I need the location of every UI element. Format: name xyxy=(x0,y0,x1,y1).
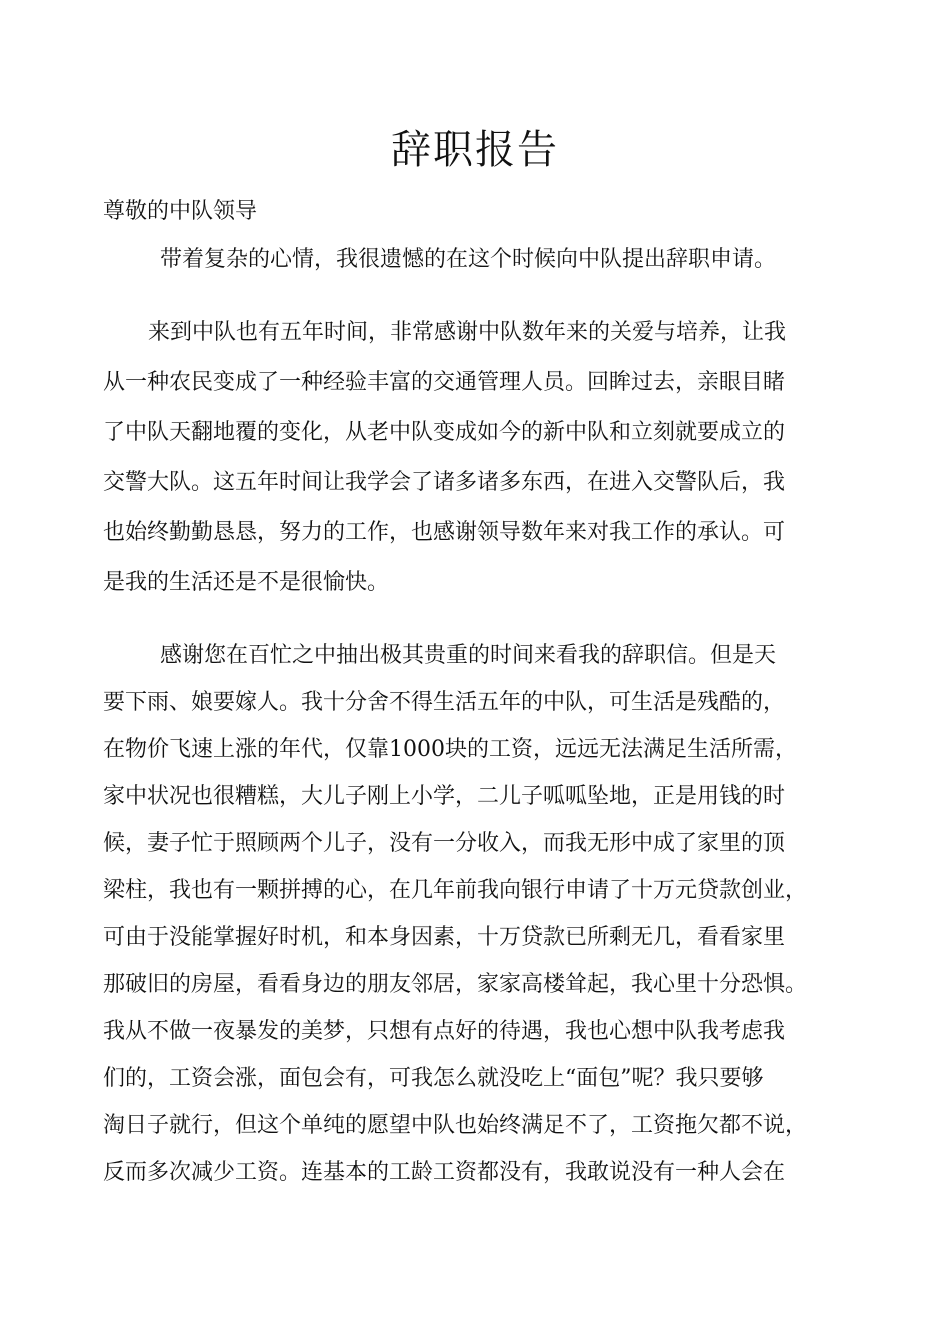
paragraph-2-line-5: 也始终勤勤恳恳，努力的工作，也感谢领导数年来对我工作的承认。可 xyxy=(103,520,786,545)
paragraph-3-line-3: 在物价飞速上涨的年代，仅靠1000块的工资，远远无法满足生活所需， xyxy=(103,737,797,762)
document-title: 辞职报告 xyxy=(391,127,559,173)
paragraph-1-line-1: 带着复杂的心情，我很遗憾的在这个时候向中队提出辞职申请。 xyxy=(160,247,777,272)
paragraph-2-line-6: 是我的生活还是不是很愉快。 xyxy=(103,570,390,595)
paragraph-3-line-7: 可由于没能掌握好时机，和本身因素，十万贷款已所剩无几，看看家里 xyxy=(103,925,786,950)
paragraph-2-line-1: 来到中队也有五年时间，非常感谢中队数年来的关爱与培养，让我 xyxy=(148,320,787,345)
paragraph-3-line-10: 们的，工资会涨，面包会有，可我怎么就没吃上“面包”呢？我只要够 xyxy=(103,1066,764,1091)
paragraph-3-line-2: 要下雨、娘要嫁人。我十分舍不得生活五年的中队，可生活是残酷的， xyxy=(103,690,786,715)
paragraph-3-line-12: 反而多次减少工资。连基本的工龄工资都没有，我敢说没有一种人会在 xyxy=(103,1160,786,1185)
paragraph-2-line-3: 了中队天翻地覆的变化，从老中队变成如今的新中队和立刻就要成立的 xyxy=(103,420,786,445)
paragraph-3-line-1: 感谢您在百忙之中抽出极其贵重的时间来看我的辞职信。但是天 xyxy=(160,643,777,668)
paragraph-3-line-5: 候，妻子忙于照顾两个儿子，没有一分收入，而我无形中成了家里的顶 xyxy=(103,831,786,856)
paragraph-3-line-11: 淘日子就行，但这个单纯的愿望中队也始终满足不了，工资拖欠都不说， xyxy=(103,1113,808,1138)
paragraph-3-line-6: 梁柱，我也有一颗拼搏的心，在几年前我向银行申请了十万元贷款创业， xyxy=(103,878,808,903)
salutation: 尊敬的中队领导 xyxy=(103,199,258,224)
paragraph-3-line-9: 我从不做一夜暴发的美梦，只想有点好的待遇，我也心想中队我考虑我 xyxy=(103,1019,786,1044)
paragraph-2-line-2: 从一种农民变成了一种经验丰富的交通管理人员。回眸过去，亲眼目睹 xyxy=(103,370,786,395)
paragraph-3-line-4: 家中状况也很糟糕，大儿子刚上小学，二儿子呱呱坠地，正是用钱的时 xyxy=(103,784,786,809)
paragraph-2-line-4: 交警大队。这五年时间让我学会了诸多诸多东西，在进入交警队后，我 xyxy=(103,470,786,495)
paragraph-3-line-8: 那破旧的房屋，看看身边的朋友邻居，家家高楼耸起，我心里十分恐惧。 xyxy=(103,972,808,997)
